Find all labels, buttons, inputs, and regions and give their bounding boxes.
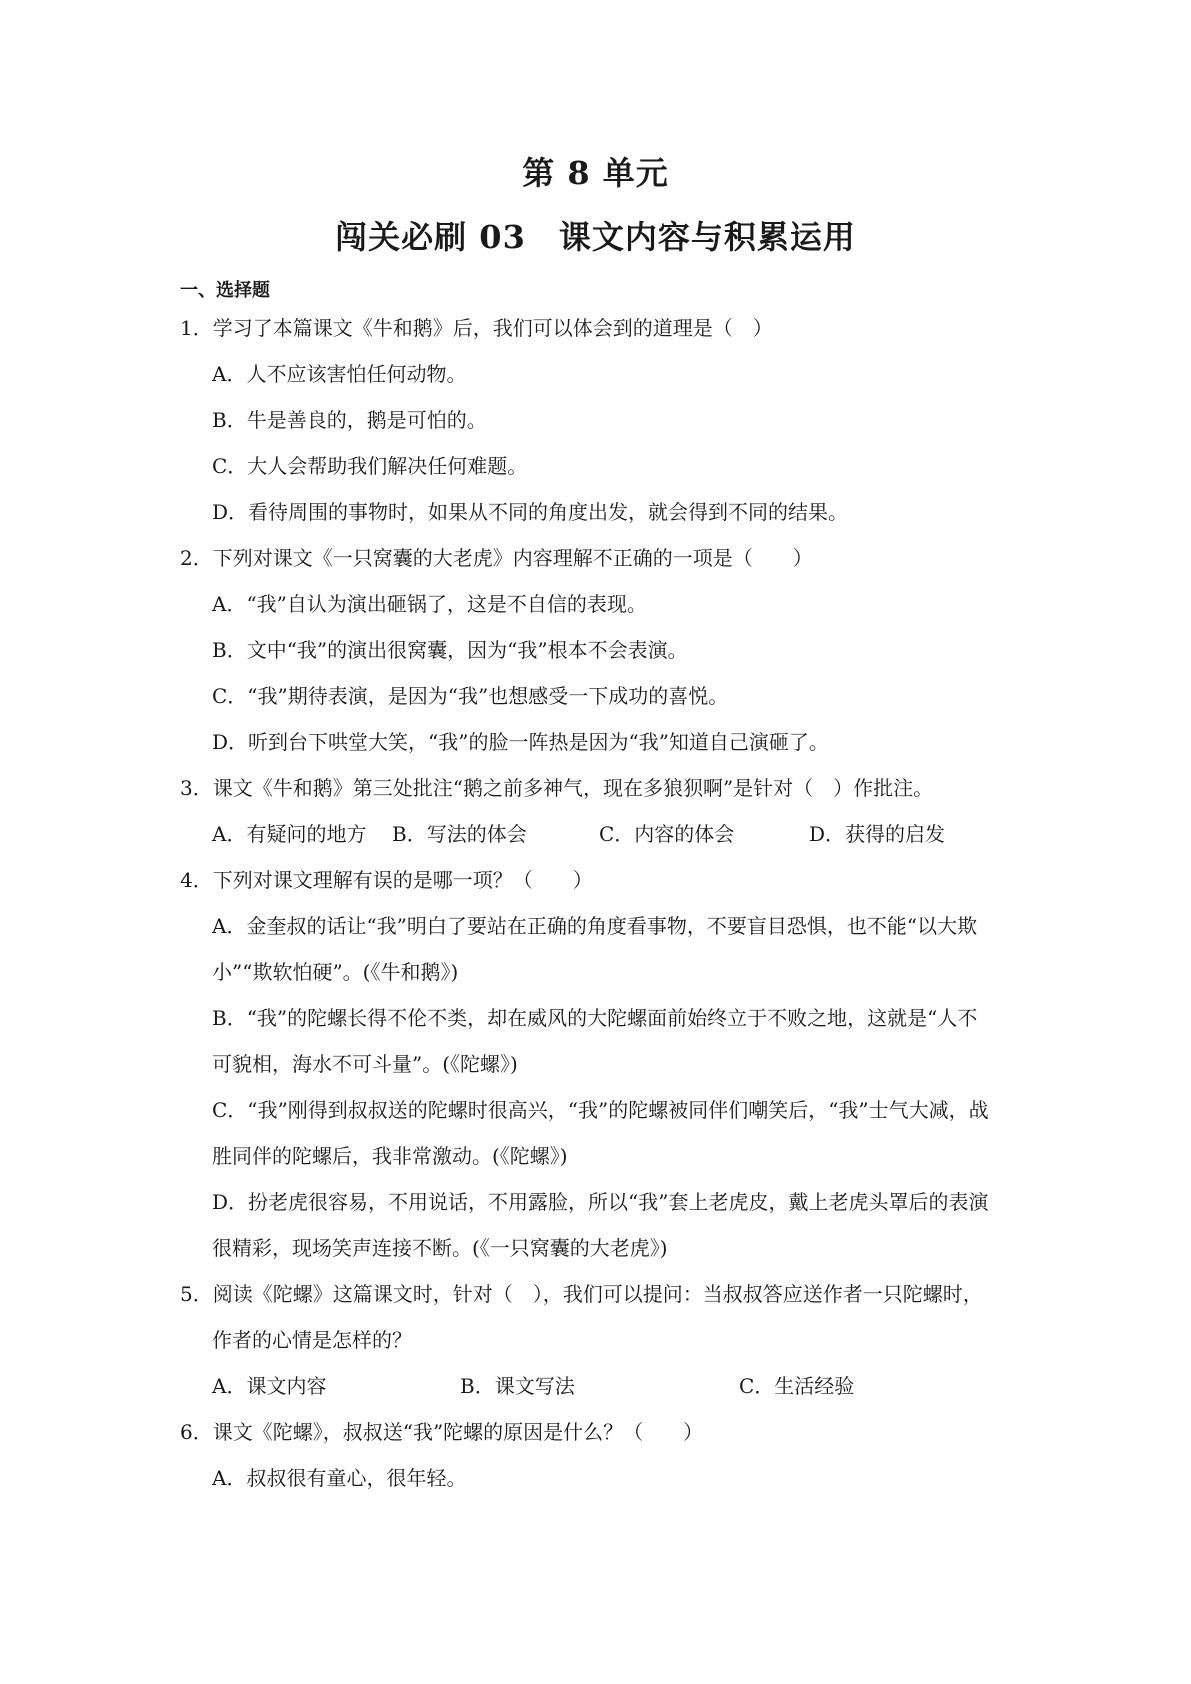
question-4-stem: 4．下列对课文理解有误的是哪一项？（ ） — [180, 868, 593, 892]
question-1-option-a: A．人不应该害怕任何动物。 — [212, 362, 467, 386]
question-4-option-d-continued: 很精彩，现场笑声连接不断。(《一只窝囊的大老虎》) — [212, 1236, 668, 1260]
question-6-stem: 6．课文《陀螺》，叔叔送“我”陀螺的原因是什么？（ ） — [180, 1420, 704, 1444]
question-5-options — [212, 1370, 1012, 1398]
question-4-option-c: C．“我”刚得到叔叔送的陀螺时很高兴，“我”的陀螺被同伴们嘲笑后，“我”士气大减，战 — [212, 1098, 989, 1122]
question-3-option-b: B．写法的体会 — [392, 822, 527, 846]
question-2-option-d: D．听到台下哄堂大笑，“我”的脸一阵热是因为“我”知道自己演砸了。 — [212, 730, 829, 754]
question-1-option-b: B．牛是善良的，鹅是可怕的。 — [212, 408, 487, 432]
question-4-option-a-continued: 小”“欺软怕硬”。(《牛和鹅》) — [212, 960, 459, 984]
question-5-option-c: C．生活经验 — [739, 1374, 855, 1398]
question-2-option-b: B．文中“我”的演出很窝囊，因为“我”根本不会表演。 — [212, 638, 688, 662]
question-6-option-a: A．叔叔很有童心，很年轻。 — [212, 1466, 467, 1490]
question-3-option-c: C．内容的体会 — [599, 822, 735, 846]
question-2-option-a: A．“我”自认为演出砸锅了，这是不自信的表现。 — [212, 592, 647, 616]
question-1-option-d: D．看待周围的事物时，如果从不同的角度出发，就会得到不同的结果。 — [212, 500, 849, 524]
question-2-stem: 2．下列对课文《一只窝囊的大老虎》内容理解不正确的一项是（ ） — [180, 546, 813, 570]
question-5-option-b: B．课文写法 — [460, 1374, 575, 1398]
section-heading: 一、选择题 — [180, 280, 270, 301]
question-3-stem: 3．课文《牛和鹅》第三处批注“鹅之前多神气，现在多狼狈啊”是针对（ ）作批注。 — [180, 776, 934, 800]
question-4-option-b-continued: 可貌相，海水不可斗量”。(《陀螺》) — [212, 1052, 518, 1076]
unit-title: 第 8 单元 — [522, 154, 669, 192]
question-1-stem: 1．学习了本篇课文《牛和鹅》后，我们可以体会到的道理是（ ） — [180, 316, 773, 340]
question-3-options — [212, 818, 1012, 846]
question-4-option-d: D．扮老虎很容易，不用说话，不用露脸，所以“我”套上老虎皮，戴上老虎头罩后的表演 — [212, 1190, 989, 1214]
question-1-option-c: C．大人会帮助我们解决任何难题。 — [212, 454, 528, 478]
question-3-option-d: D．获得的启发 — [809, 822, 946, 846]
question-4-option-a: A．金奎叔的话让“我”明白了要站在正确的角度看事物，不要盲目恐惧，也不能“以大欺 — [212, 914, 978, 938]
question-5-stem-continued: 作者的心情是怎样的？ — [212, 1328, 412, 1352]
question-4-option-b: B．“我”的陀螺长得不伦不类，却在威风的大陀螺面前始终立于不败之地，这就是“人不 — [212, 1006, 978, 1030]
question-5-stem: 5．阅读《陀螺》这篇课文时，针对（ ），我们可以提问：当叔叔答应送作者一只陀螺时， — [180, 1282, 983, 1306]
question-4-option-c-continued: 胜同伴的陀螺后，我非常激动。(《陀螺》) — [212, 1144, 568, 1168]
question-2-option-c: C．“我”期待表演，是因为“我”也想感受一下成功的喜悦。 — [212, 684, 729, 708]
main-title: 闯关必刷 03 课文内容与积累运用 — [335, 218, 856, 256]
question-5-option-a: A．课文内容 — [212, 1374, 327, 1398]
question-3-option-a: A．有疑问的地方 — [212, 822, 367, 846]
